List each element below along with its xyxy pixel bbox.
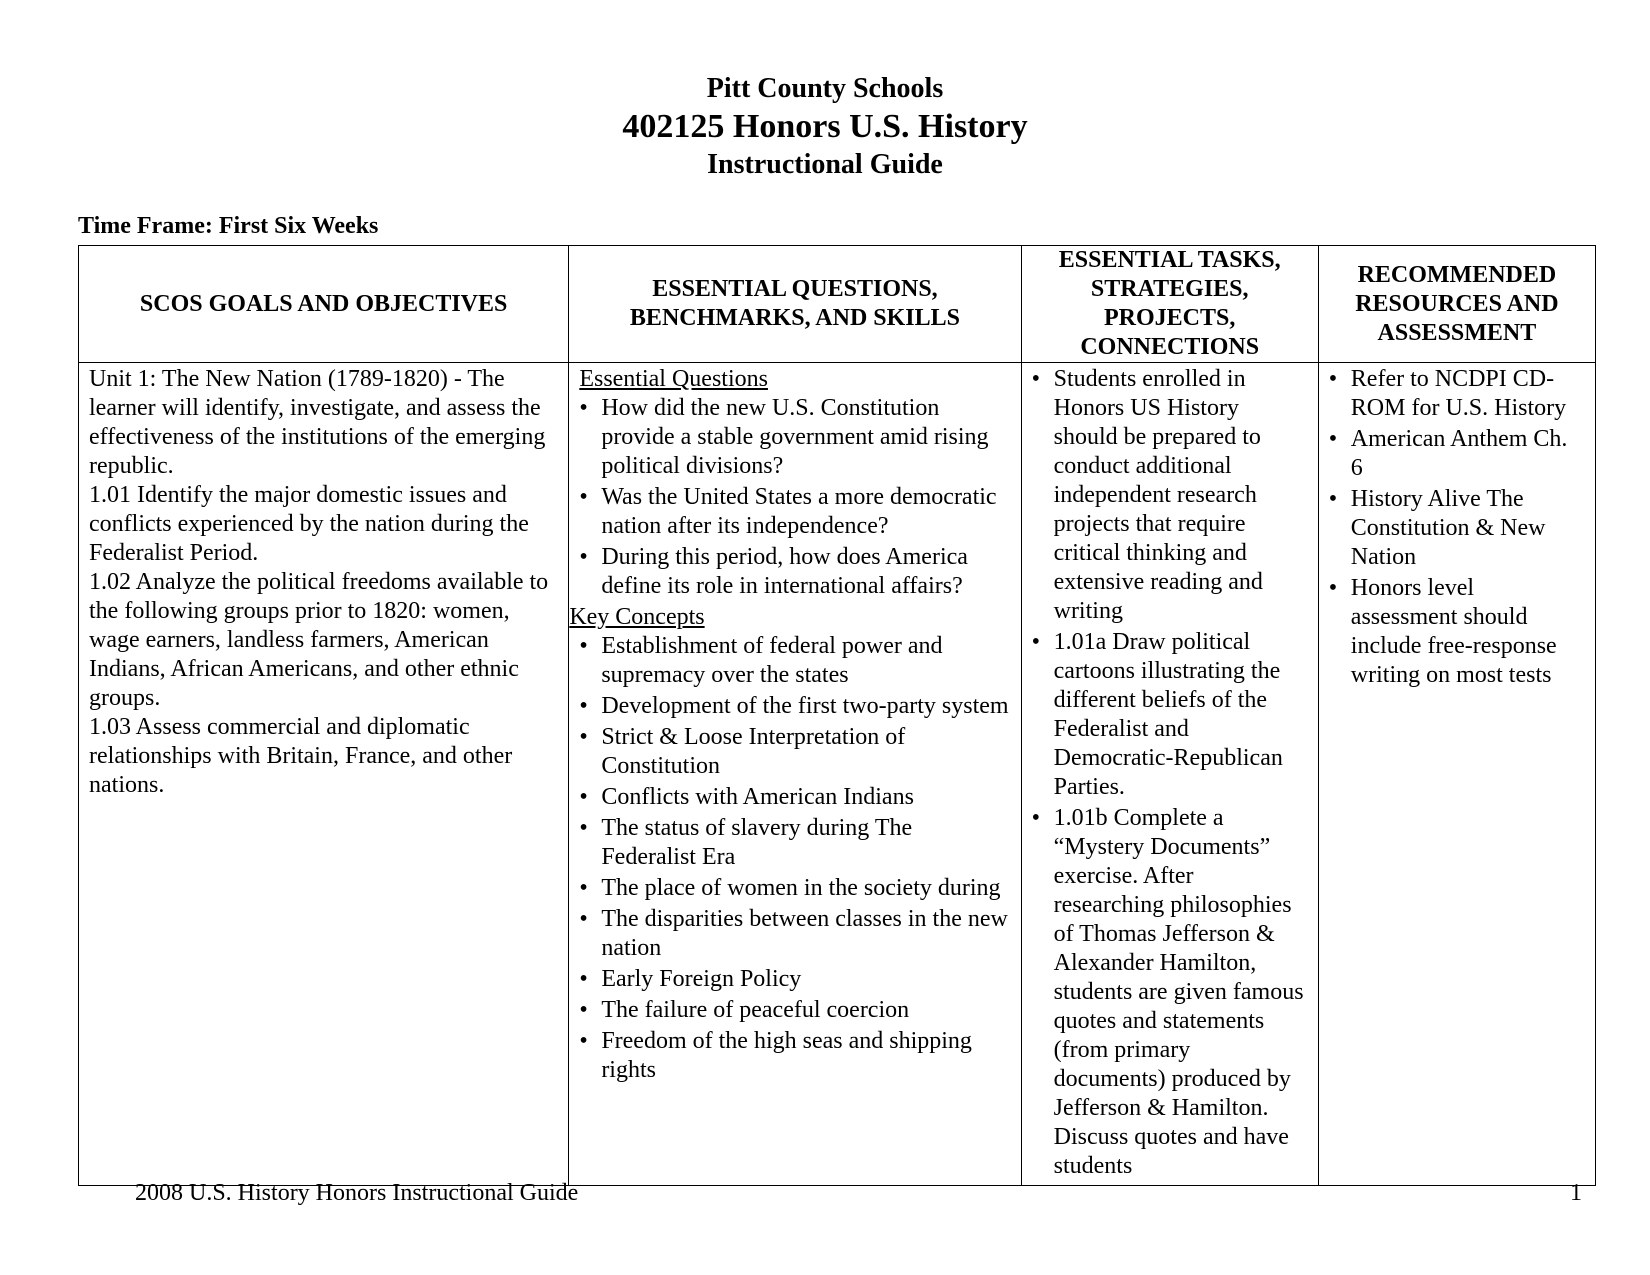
key-concepts-list xyxy=(579,632,1010,1085)
list-item: • 1.01a Draw political cartoons illustrating the different beliefs of the Federalist and Democratic-Republican Parties. xyxy=(1032,628,1308,802)
list-item: • Honors level assessment should include free-response writing on most tests xyxy=(1329,574,1585,690)
essential-questions-list xyxy=(579,394,1010,601)
instructional-guide-table xyxy=(78,245,1596,1186)
table-header-row xyxy=(79,246,1596,363)
list-item: • The place of women in the society during xyxy=(579,874,1010,903)
time-frame: Time Frame: First Six Weeks xyxy=(78,213,379,239)
header-essential-questions: ESSENTIAL QUESTIONS, BENCHMARKS, AND SKILLS xyxy=(569,246,1021,363)
school-name: Pitt County Schools xyxy=(706,73,944,104)
goals-cell xyxy=(79,363,569,1186)
list-item: • Freedom of the high seas and shipping rights xyxy=(579,1027,1010,1085)
footer-text: 2008 U.S. History Honors Instructional Guide xyxy=(135,1180,579,1206)
list-item: • Development of the first two-party system xyxy=(579,692,1010,721)
tasks-cell xyxy=(1021,363,1318,1186)
list-item: • History Alive The Constitution & New Nation xyxy=(1329,485,1585,572)
objective-1-01: 1.01 Identify the major domestic issues and conflicts experienced by the nation during the Federalist Period. xyxy=(89,482,529,566)
header-essential-tasks: ESSENTIAL TASKS, STRATEGIES, PROJECTS, CONNECTIONS xyxy=(1021,246,1318,363)
key-concepts-label: Key Concepts xyxy=(569,604,705,630)
resources-list xyxy=(1329,365,1585,690)
objective-1-02: 1.02 Analyze the political freedoms available to the following groups prior to 1820: women, wage earners, landless farmers, American Indians, African Americans, and other ethnic groups. xyxy=(89,569,549,711)
list-item: • 1.01b Complete a “Mystery Documents” exercise. After researching philosophies of Thomas Jefferson & Alexander Hamilton, students are given famous quotes and statements (from primary documents) produced by Jefferson & Hamilton. Discuss quotes and have students xyxy=(1032,804,1308,1181)
tasks-list xyxy=(1032,365,1308,1181)
list-item: • The failure of peaceful coercion xyxy=(579,996,1010,1025)
unit-goal: Unit 1: The New Nation (1789-1820) - The learner will identify, investigate, and assess the effectiveness of the institutions of the emerging republic. xyxy=(89,366,546,479)
list-item: • Students enrolled in Honors US History should be prepared to conduct additional independent research projects that require critical thinking and extensive reading and writing xyxy=(1032,365,1308,626)
header-recommended-resources: RECOMMENDED RESOURCES AND ASSESSMENT xyxy=(1318,246,1595,363)
list-item: • The status of slavery during The Federalist Era xyxy=(579,814,1010,872)
list-item: • Strict & Loose Interpretation of Constitution xyxy=(579,723,1010,781)
document-header xyxy=(0,72,1650,182)
list-item: • How did the new U.S. Constitution provide a stable government amid rising political divisions? xyxy=(579,394,1010,481)
list-item: • During this period, how does America define its role in international affairs? xyxy=(579,543,1010,601)
list-item: • Early Foreign Policy xyxy=(579,965,1010,994)
list-item: • Was the United States a more democratic nation after its independence? xyxy=(579,483,1010,541)
guide-title: Instructional Guide xyxy=(707,149,943,180)
list-item: • The disparities between classes in the new nation xyxy=(579,905,1010,963)
resources-cell xyxy=(1318,363,1595,1186)
questions-cell xyxy=(569,363,1021,1186)
essential-questions-label: Essential Questions xyxy=(579,366,768,392)
list-item: • Establishment of federal power and supremacy over the states xyxy=(579,632,1010,690)
page-number: 1 xyxy=(1570,1180,1582,1206)
course-title: 402125 Honors U.S. History xyxy=(622,108,1028,145)
list-item: • Refer to NCDPI CD-ROM for U.S. History xyxy=(1329,365,1585,423)
list-item: • Conflicts with American Indians xyxy=(579,783,1010,812)
objective-1-03: 1.03 Assess commercial and diplomatic relationships with Britain, France, and other nations. xyxy=(89,714,513,798)
table-row xyxy=(79,363,1596,1186)
list-item: • American Anthem Ch. 6 xyxy=(1329,425,1585,483)
header-scos-goals: SCOS GOALS AND OBJECTIVES xyxy=(79,246,569,363)
